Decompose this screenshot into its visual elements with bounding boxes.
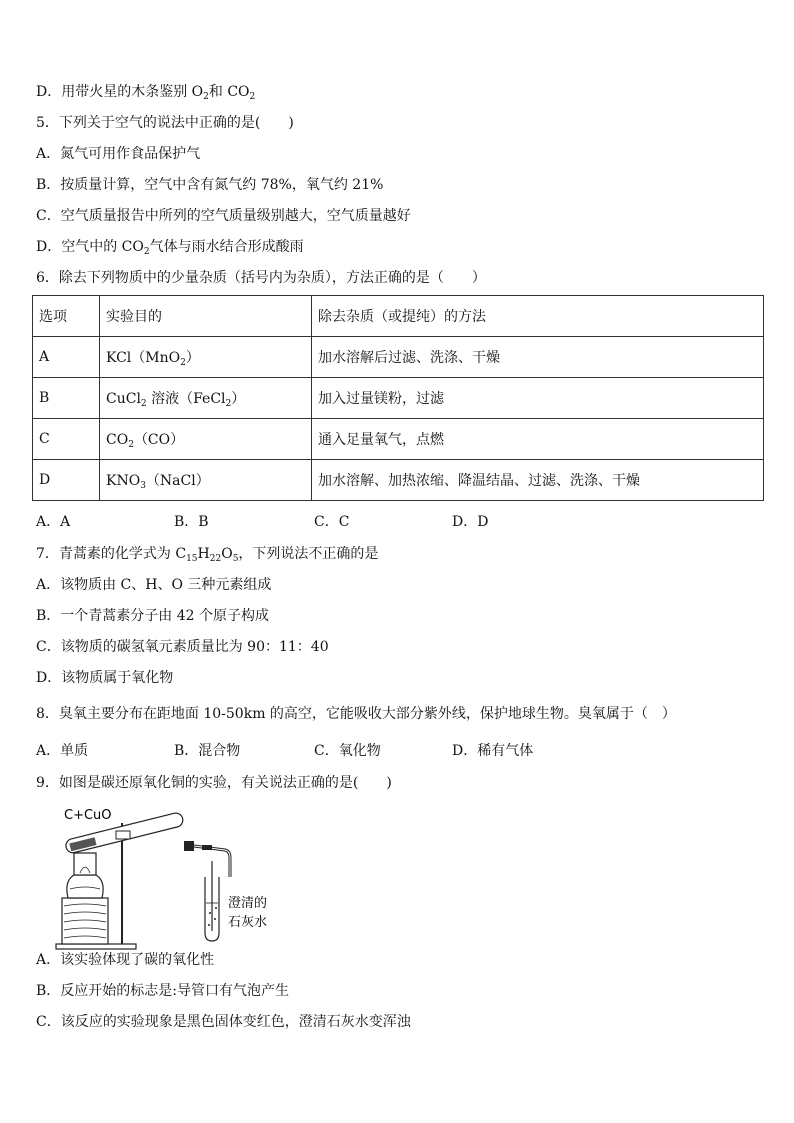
q5-optd-post: 气体与雨水结合形成酸雨: [149, 239, 304, 255]
formula-part: O: [221, 546, 233, 562]
q8-stem: 8．臭氧主要分布在距地面 10-50km 的高空，它能吸收大部分紫外线，保护地球生物。臭氧属于（ ）: [36, 706, 676, 722]
lamp-chimney: [74, 853, 96, 875]
q5-stem: 5．下列关于空气的说法中正确的是( ): [36, 115, 294, 131]
table-row: [33, 419, 764, 460]
figure-label-reactants: C+CuO: [64, 808, 112, 823]
q4-option-d: [36, 82, 255, 102]
q9-option-b: B．反应开始的标志是:导管口有气泡产生: [36, 983, 290, 999]
q6-choice-c: C．C: [314, 514, 350, 530]
q5-option-d: [36, 237, 304, 257]
alcohol-lamp: [67, 875, 103, 898]
table-row: [33, 378, 764, 419]
q6-choice-d: D．D: [452, 514, 489, 530]
row-purpose: [100, 378, 312, 419]
tube-clamp: [116, 831, 130, 839]
row-option: A: [33, 337, 100, 378]
purpose-text: ）: [231, 391, 246, 407]
purpose-text: 溶液（FeCl: [146, 391, 226, 407]
sub: 2: [249, 92, 256, 102]
q7-option-d: D．该物质属于氧化物: [36, 670, 174, 686]
header-purpose: 实验目的: [100, 296, 312, 337]
row-purpose: [100, 337, 312, 378]
sub: 5: [232, 554, 239, 564]
figure-label-limewater-1: 澄清的: [228, 896, 268, 911]
figure-label-limewater-2: 石灰水: [228, 915, 268, 930]
sub: 2: [143, 247, 150, 257]
tube-connector: [202, 845, 212, 850]
sub: 2: [225, 399, 232, 409]
q6-table: [32, 295, 764, 501]
carbon-reduction-apparatus-diagram: [50, 803, 290, 953]
q7-option-a: A．该物质由 C、H、O 三种元素组成: [36, 577, 272, 593]
q6-choice-a: A．A: [36, 514, 71, 530]
row-purpose: [100, 419, 312, 460]
q5-optd-pre: D．空气中的 CO: [36, 239, 144, 255]
sub: 2: [203, 92, 209, 102]
purpose-text: KNO: [106, 473, 141, 489]
row-method: 加入过量镁粉，过滤: [312, 378, 764, 419]
stand-base: [56, 944, 136, 949]
q7-option-c: C．该物质的碳氢氧元素质量比为 90：11：40: [36, 639, 329, 655]
q8-choice-a: A．单质: [36, 743, 89, 759]
purpose-text: CuCl: [106, 391, 141, 407]
row-option: B: [33, 378, 100, 419]
purpose-text: ）: [185, 350, 200, 366]
q6-stem: 6．除去下列物质中的少量杂质（括号内为杂质），方法正确的是（ ）: [36, 270, 486, 286]
sub: 2: [128, 440, 134, 450]
q7-option-b: B．一个青蒿素分子由 42 个原子构成: [36, 608, 270, 624]
sub: 3: [140, 481, 146, 491]
q9-option-a: A．该实验体现了碳的氧化性: [36, 952, 215, 968]
row-method: 加水溶解后过滤、洗涤、干燥: [312, 337, 764, 378]
sub: 2: [140, 399, 147, 409]
row-option: D: [33, 460, 100, 501]
table-header-row: [33, 296, 764, 337]
q4-optd-mid: 和 CO: [208, 84, 250, 100]
table-row: [33, 337, 764, 378]
q8-choice-b: B．混合物: [174, 743, 241, 759]
sub: 15: [186, 554, 198, 564]
header-method: 除去杂质（或提纯）的方法: [312, 296, 764, 337]
q7-stem-pre: 7．青蒿素的化学式为 C: [36, 546, 187, 562]
sub: 2: [180, 358, 186, 368]
purpose-text: CO: [106, 432, 129, 448]
sub: 22: [209, 554, 222, 564]
header-option: 选项: [33, 296, 100, 337]
formula-part: H: [197, 546, 210, 562]
table-row: [33, 460, 764, 501]
q9-stem: 9．如图是碳还原氧化铜的实验，有关说法正确的是( ): [36, 775, 392, 791]
q8-choice-c: C．氧化物: [314, 743, 381, 759]
rubber-stopper: [184, 841, 194, 851]
q5-option-c: C．空气质量报告中所列的空气质量级别越大，空气质量越好: [36, 208, 411, 224]
row-method: 通入足量氧气，点燃: [312, 419, 764, 460]
q8-choice-d: D．稀有气体: [452, 743, 534, 759]
q5-option-a: A．氮气可用作食品保护气: [36, 146, 201, 162]
row-purpose: [100, 460, 312, 501]
purpose-text: （NaCl）: [145, 473, 210, 489]
q5-option-b: B．按质量计算，空气中含有氮气约 78%，氧气约 21%: [36, 177, 384, 193]
q4-optd-text: D．用带火星的木条鉴别 O: [36, 84, 204, 100]
q7-stem: [36, 544, 378, 564]
purpose-text: （CO）: [133, 432, 185, 448]
q6-choice-b: B．B: [174, 514, 209, 530]
q7-stem-post: ，下列说法不正确的是: [238, 546, 379, 562]
purpose-text: KCl（MnO: [106, 350, 181, 366]
q9-option-c: C．该反应的实验现象是黑色固体变红色，澄清石灰水变浑浊: [36, 1014, 411, 1030]
row-method: 加水溶解、加热浓缩、降温结晶、过滤、洗涤、干燥: [312, 460, 764, 501]
row-option: C: [33, 419, 100, 460]
